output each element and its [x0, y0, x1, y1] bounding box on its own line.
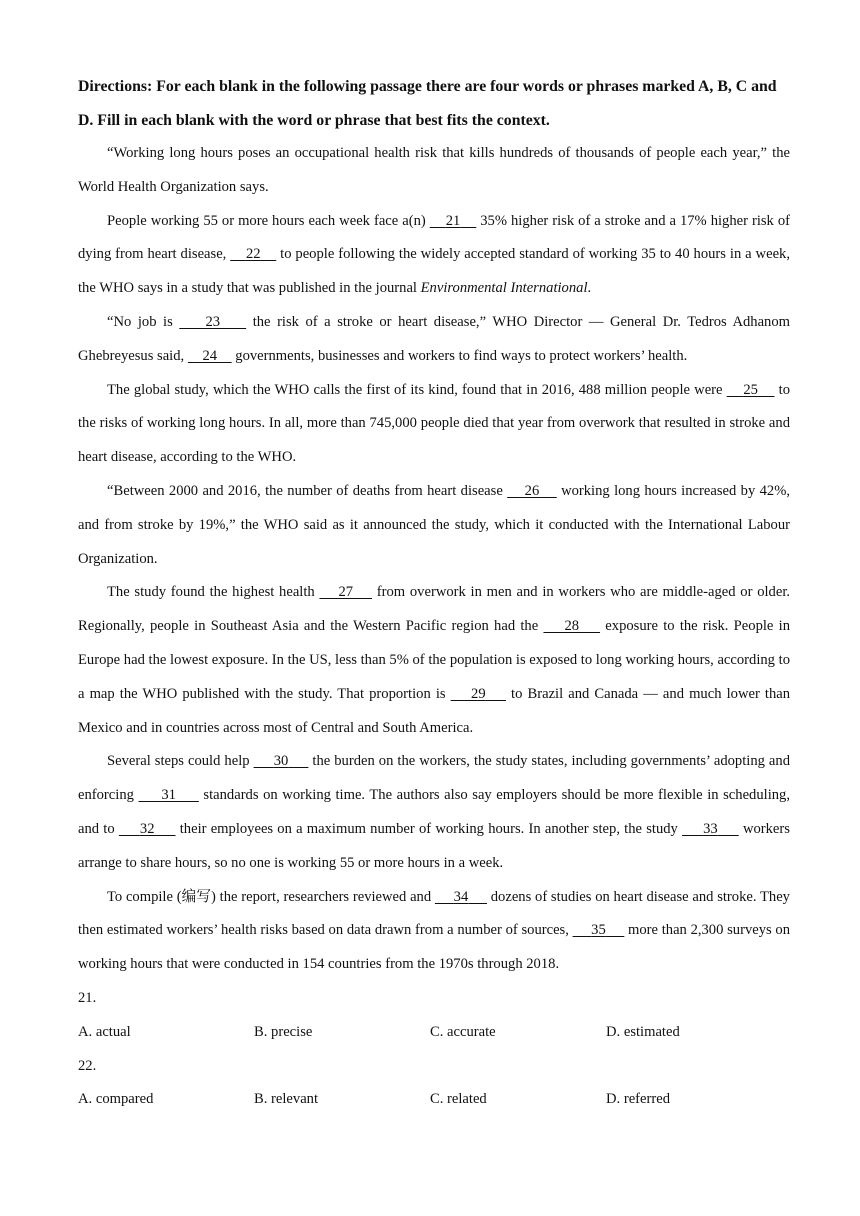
- paragraph-text: the burden on the workers, the study states, including governments’ adopting and enforcing: [78, 753, 791, 804]
- passage-paragraph-6: [78, 576, 790, 745]
- paragraph-text: 35% higher risk of a stroke and a 17% higher risk of dying from heart disease,: [78, 212, 790, 263]
- paragraph-text: governments, businesses and workers to find ways to protect workers’ health.: [231, 347, 688, 364]
- blank-26: 26: [524, 482, 540, 499]
- blank-22: 22: [245, 246, 261, 263]
- blank-32: 32: [139, 820, 155, 837]
- passage-paragraph-7: [78, 745, 790, 880]
- paragraph-text: working long hours increased by 42%, and from stroke by 19%,” the WHO said as it announced the study, which it conducted with the International Labour Organization.: [78, 482, 791, 567]
- option-b: B. relevant: [254, 1091, 319, 1108]
- paragraph-text: .: [587, 280, 592, 297]
- passage-paragraph-2: [78, 205, 790, 306]
- paragraph-text: to Brazil and Canada — and much lower than Mexico and in countries across most of Central and South America.: [78, 685, 791, 736]
- option-d: D. estimated: [606, 1023, 680, 1040]
- blank-35: 35: [591, 922, 606, 939]
- paragraph-text: “Between 2000 and 2016, the number of deaths from heart disease: [107, 482, 508, 499]
- paragraph-text: to people following the widely accepted standard of working 35 to 40 hours in a week, the WHO says in a study that was published in the journal: [78, 246, 791, 297]
- paragraph-text: the risk of a stroke or heart disease,” WHO Director — General Dr. Tedros Adhanom Ghebreyesus said,: [78, 313, 790, 364]
- blank-34: 34: [453, 888, 469, 905]
- paragraph-text: to the risks of working long hours. In all, more than 745,000 people died that year from overwork that resulted in stroke and heart disease, according to the WHO.: [78, 381, 791, 466]
- question-number-21: 21.: [78, 989, 97, 1006]
- option-a: A. compared: [78, 1091, 154, 1108]
- passage-paragraph-1: [78, 137, 790, 205]
- blank-33: 33: [703, 820, 718, 837]
- passage-paragraph-4: [78, 374, 790, 475]
- blank-27: 27: [338, 584, 354, 601]
- paragraph-text: standards on working time. The authors also say employers should be more flexible in scheduling, and to: [78, 787, 790, 837]
- blank-28: 28: [564, 618, 580, 635]
- paragraph-text: Several steps could help: [107, 753, 254, 770]
- paragraph-text: The study found the highest health: [107, 584, 320, 601]
- paragraph-text: “No job is: [107, 313, 180, 330]
- paragraph-text: “Working long hours poses an occupational health risk that kills hundreds of thousands of people each year,” the World Health Organization says.: [78, 145, 790, 195]
- paragraph-text: workers arrange to share hours, so no one is working 55 or more hours in a week.: [78, 820, 790, 871]
- option-b: B. precise: [254, 1023, 313, 1040]
- blank-31: 31: [161, 787, 176, 804]
- paragraph-text: To compile (编写) the report, researchers reviewed and: [107, 888, 435, 905]
- blank-23: 23: [205, 313, 221, 330]
- blank-29: 29: [471, 685, 486, 702]
- paragraph-text: their employees on a maximum number of working hours. In another step, the study: [175, 820, 683, 837]
- paragraph-text: more than 2,300 surveys on working hours that were conducted in 154 countries from the 1970s through 2018.: [78, 922, 791, 973]
- blank-24: 24: [202, 347, 218, 364]
- blank-25: 25: [743, 381, 758, 398]
- paragraph-text: People working 55 or more hours each week face a(n): [107, 212, 430, 229]
- blank-30: 30: [273, 753, 289, 770]
- exam-page: [78, 70, 790, 1117]
- journal-name: Environmental International: [420, 280, 588, 297]
- blank-21: 21: [445, 212, 461, 229]
- question-number-22: 22.: [78, 1057, 97, 1074]
- directions: Directions: For each blank in the following passage there are four words or phrases marked A, B, C and D. Fill in each blank with the word or phrase that best fits the context.: [78, 78, 777, 129]
- paragraph-text: dozens of studies on heart disease and stroke. They then estimated workers’ health risks based on data drawn from a number of sources,: [78, 888, 790, 939]
- option-c: C. related: [430, 1091, 487, 1108]
- question-21-options: [78, 1016, 790, 1050]
- paragraph-text: from overwork in men and in workers who are middle-aged or older. Regionally, people in Southeast Asia and the Western Pacific region had the: [78, 584, 791, 635]
- passage-paragraph-8: [78, 881, 790, 982]
- question-22-options: [78, 1083, 790, 1117]
- option-d: D. referred: [606, 1091, 671, 1108]
- paragraph-text: exposure to the risk. People in Europe had the lowest exposure. In the US, less than 5% of the population is exposed to long working hours, according to a map the WHO published with the study. That proportion is: [78, 618, 791, 702]
- passage-paragraph-5: [78, 475, 790, 576]
- option-a: A. actual: [78, 1023, 131, 1040]
- passage-paragraph-3: [78, 306, 790, 374]
- paragraph-text: The global study, which the WHO calls the first of its kind, found that in 2016, 488 million people were: [107, 381, 727, 398]
- option-c: C. accurate: [430, 1023, 496, 1040]
